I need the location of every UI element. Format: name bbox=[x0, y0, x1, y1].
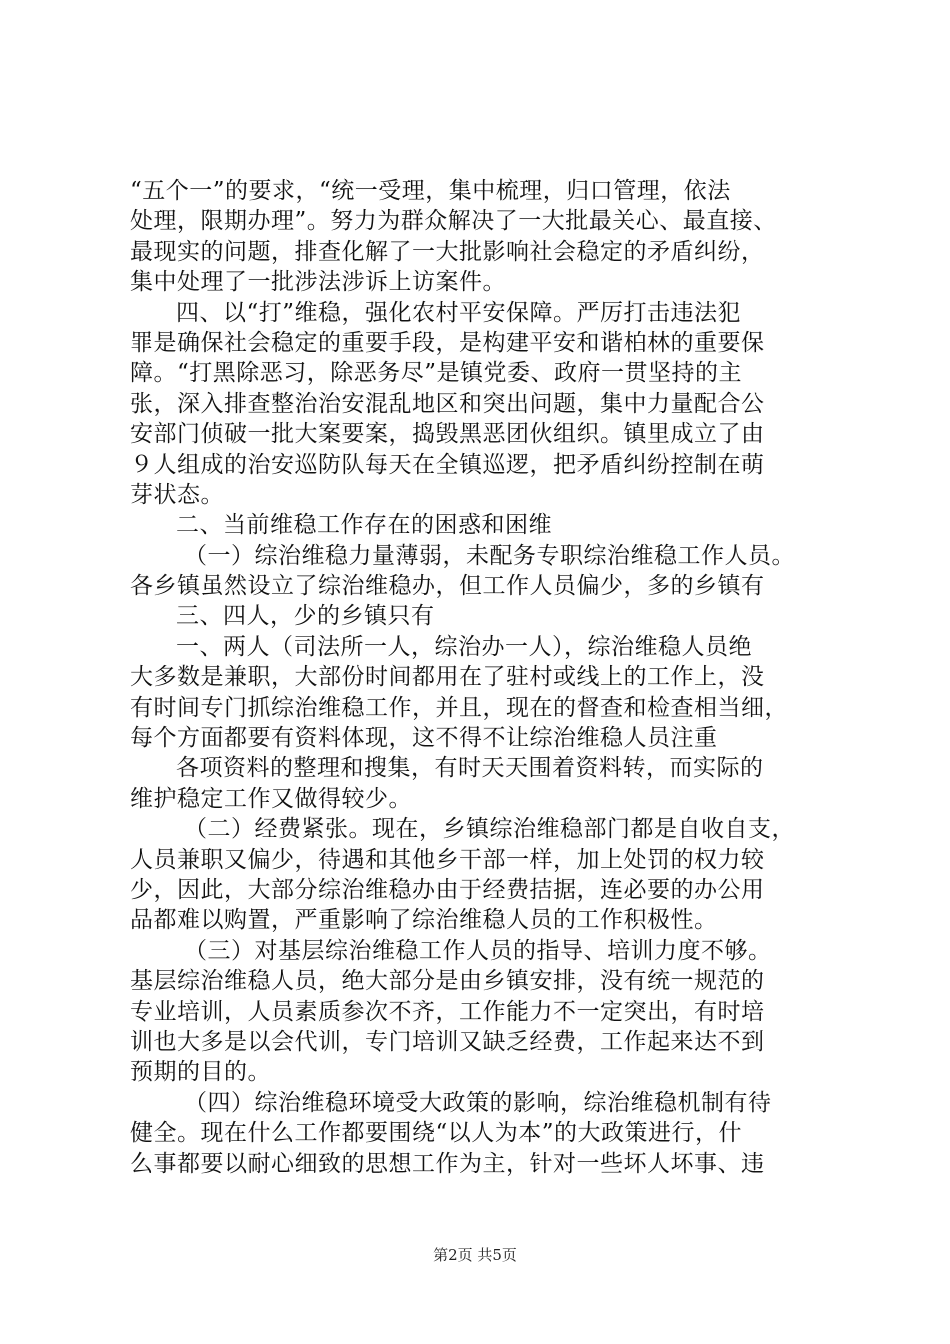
body-line: （一）综治维稳力量薄弱，未配务专职综治维稳工作人员。 bbox=[184, 542, 795, 569]
body-line: 维护稳定工作又做得较少。 bbox=[130, 785, 412, 812]
body-line: 基层综治维稳人员，绝大部分是由乡镇安排，没有统一规范的 bbox=[130, 968, 765, 995]
body-line: 人员兼职又偏少，待遇和其他乡干部一样，加上处罚的权力较 bbox=[130, 846, 765, 873]
body-line: 集中处理了一批涉法涉诉上访案件。 bbox=[130, 269, 506, 296]
body-line: 预期的目的。 bbox=[130, 1059, 271, 1086]
body-line: 处理，限期办理”。努力为群众解决了一大批最关心、最直接、 bbox=[130, 208, 777, 235]
body-line: 少，因此，大部分综治维稳办由于经费拮据，连必要的办公用 bbox=[130, 876, 765, 903]
page-number: 第2页 共5页 bbox=[433, 1246, 517, 1264]
body-line: 大多数是兼职，大部份时间都用在了驻村或线上的工作上，没 bbox=[130, 664, 765, 691]
body-line: 三、四人，少的乡镇只有 bbox=[176, 603, 435, 630]
body-line: 一、两人（司法所一人，综治办一人），综治维稳人员绝 bbox=[176, 633, 752, 660]
body-line: 芽状态。 bbox=[130, 481, 224, 508]
body-line: 专业培训，人员素质参次不齐，工作能力不一定突出，有时培 bbox=[130, 998, 765, 1025]
body-line: 有时间专门抓综治维稳工作，并且，现在的督查和检查相当细， bbox=[130, 694, 788, 721]
page-footer bbox=[0, 1245, 950, 1265]
section-heading: 二、当前维稳工作存在的困惑和困维 bbox=[176, 512, 552, 539]
body-line: 最现实的问题，排查化解了一大批影响社会稳定的矛盾纠纷， bbox=[130, 238, 765, 265]
document-body bbox=[130, 176, 836, 1179]
body-line: 障。“打黑除恶习，除恶务尽”是镇党委、政府一贯坚持的主 bbox=[130, 360, 743, 387]
body-line: ９人组成的治安巡防队每天在全镇巡逻，把矛盾纠纷控制在萌 bbox=[130, 451, 765, 478]
body-line: 健全。现在什么工作都要围绕“以人为本”的大政策进行，什 bbox=[130, 1120, 743, 1147]
body-line: 张，深入排查整治治安混乱地区和突出问题，集中力量配合公 bbox=[130, 390, 765, 417]
body-line: 么事都要以耐心细致的思想工作为主，针对一些坏人坏事、违 bbox=[130, 1150, 765, 1177]
body-line: 罪是确保社会稳定的重要手段，是构建平安和谐柏林的重要保 bbox=[130, 329, 765, 356]
body-line: 品都难以购置，严重影响了综治维稳人员的工作积极性。 bbox=[130, 907, 718, 934]
body-line: （四）综治维稳环境受大政策的影响，综治维稳机制有待 bbox=[184, 1089, 772, 1116]
body-line: 四、以“打”维稳，强化农村平安保障。严厉打击违法犯 bbox=[176, 299, 742, 326]
body-line: 各乡镇虽然设立了综治维稳办，但工作人员偏少，多的乡镇有 bbox=[130, 573, 765, 600]
body-line: （二）经费紧张。现在，乡镇综治维稳部门都是自收自支， bbox=[184, 816, 795, 843]
body-line: 安部门侦破一批大案要案，捣毁黑恶团伙组织。镇里成立了由 bbox=[130, 421, 765, 448]
body-line: 训也大多是以会代训，专门培训又缺乏经费，工作起来达不到 bbox=[130, 1028, 765, 1055]
body-line: 各项资料的整理和搜集，有时天天围着资料转，而实际的 bbox=[176, 755, 764, 782]
body-line: “五个一”的要求，“统一受理，集中梳理，归口管理，依法 bbox=[130, 178, 731, 204]
body-line: （三）对基层综治维稳工作人员的指导、培训力度不够。 bbox=[184, 937, 772, 964]
body-line: 每个方面都要有资料体现，这不得不让综治维稳人员注重 bbox=[130, 725, 718, 752]
